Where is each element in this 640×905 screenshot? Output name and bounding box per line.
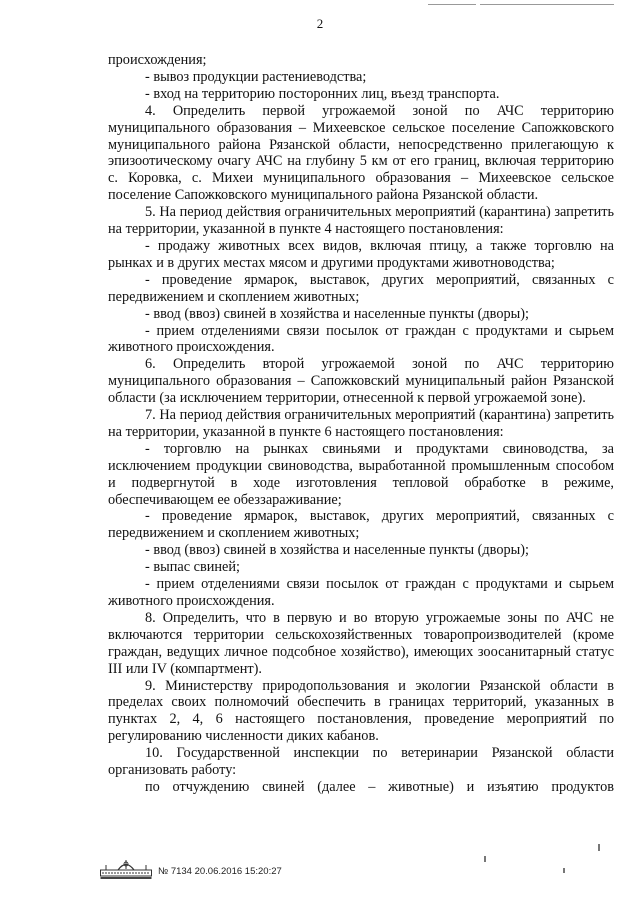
document-body: [108, 52, 614, 796]
scan-artifact: [484, 856, 486, 862]
list-item: - выпас свиней;: [145, 559, 240, 576]
header-rule: [480, 4, 614, 5]
page-number: 2: [316, 16, 324, 31]
list-item: - вывоз продукции растениеводства;: [145, 68, 367, 85]
list-item: - проведение ярмарок, выставок, других мероприятий, связанных с передвижением и скоплением животных;: [108, 508, 614, 542]
list-item: - прием отделениями связи посылок от граждан с продуктами и сырьем животного происхождения.: [108, 576, 614, 609]
coat-of-arms-seal-icon: [100, 858, 152, 880]
list-item: - ввод (ввоз) свиней в хозяйства и населенные пункты (дворы);: [145, 542, 529, 559]
paragraph-item-6: 6. Определить второй угрожаемой зоной по АЧС территорию муниципального образования – Сапожковский муниципальный район Рязанской области (за исключением территории, отнесенной к первой угрожаемой зоне).: [108, 356, 614, 407]
paragraph-item-5: 5. На период действия ограничительных мероприятий (карантина) запретить на территории, указанной в пункте 4 настоящего постановления:: [108, 204, 614, 238]
paragraph-continued: по отчуждению свиней (далее – животные) и изъятию продуктов: [145, 778, 614, 795]
header-rule: [428, 4, 476, 5]
list-item: - прием отделениями связи посылок от граждан с продуктами и сырьем животного происхождения.: [108, 322, 614, 356]
scan-artifact: [598, 844, 600, 851]
paragraph-item-8: 8. Определить, что в первую и во вторую угрожаемые зоны по АЧС не включаются территории сельскохозяйственных товаропроизводителей (кроме граждан, ведущих личное подсобное хозяйство), имеющих зоосанитарный статус III или IV (компартмент).: [108, 609, 614, 677]
scan-artifact: [563, 868, 565, 873]
paragraph-item-10: 10. Государственной инспекции по ветеринарии Рязанской области организовать работу:: [108, 745, 614, 779]
paragraph-item-9: 9. Министерству природопользования и экологии Рязанской области в пределах своих полномочий обеспечить в границах территорий, указанных в пунктах 2, 4, 6 настоящего постановления, проведение мероприятий по регулированию численности диких кабанов.: [108, 677, 614, 745]
list-item: - продажу животных всех видов, включая птицу, а также торговлю на рынках и в других местах мясом и другими продуктами животноводства;: [108, 237, 614, 271]
paragraph: происхождения;: [108, 52, 207, 68]
list-item: - торговлю на рынках свиньями и продуктами свиноводства, за исключением продукции свиноводства, выработанной промышленным способом и подвергнутой в ходе изготовления тепловой обработке в режиме, обеспечивающем ее обеззараживание;: [108, 440, 614, 508]
list-item: - вход на территорию посторонних лиц, въезд транспорта.: [145, 85, 500, 102]
paragraph-item-7: 7. На период действия ограничительных мероприятий (карантина) запретить на территории, указанной в пункте 6 настоящего постановления:: [108, 407, 614, 440]
paragraph-item-4: 4. Определить первой угрожаемой зоной по АЧС территорию муниципального образования – Михеевское сельское поселение Сапожковского муниципального района Рязанской области, непосредственно прилегающую к эпизоотическому очагу АЧС на глубину 5 км от его границ, включая территорию с. Коровка, с. Михеи муниципального образования – Михеевское сельское поселение Сапожковского муниципального района Рязанской области.: [108, 102, 614, 204]
list-item: - ввод (ввоз) свиней в хозяйства и населенные пункты (дворы);: [145, 305, 529, 322]
registration-stamp: № 7134 20.06.2016 15:20:27: [158, 866, 282, 877]
list-item: - проведение ярмарок, выставок, других мероприятий, связанных с передвижением и скоплением животных;: [108, 271, 614, 305]
